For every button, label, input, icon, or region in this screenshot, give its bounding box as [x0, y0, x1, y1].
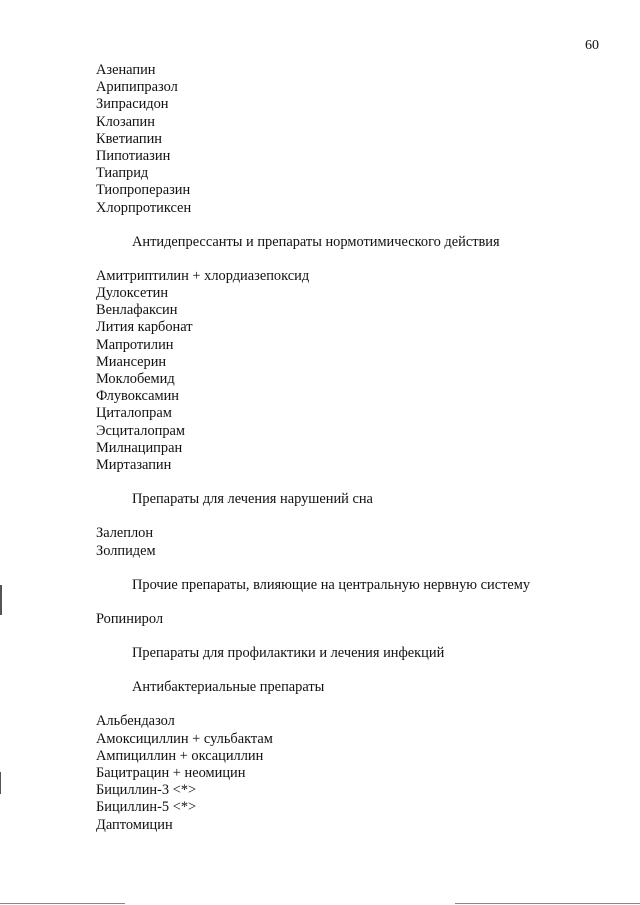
- scan-edge-mark: [0, 772, 1, 794]
- list-item: Циталопрам: [96, 405, 172, 422]
- section-heading: Антидепрессанты и препараты нормотимического действия: [132, 233, 500, 250]
- drug-list-antidepressants: [96, 268, 596, 474]
- list-item: Мапротилин: [96, 336, 174, 353]
- drug-list-other-cns: [96, 611, 596, 628]
- page-number: 60: [585, 38, 599, 53]
- list-item: Венлафаксин: [96, 302, 178, 319]
- list-item: Хлорпротиксен: [96, 199, 192, 216]
- section-heading: Препараты для профилактики и лечения инфекций: [132, 645, 445, 662]
- list-item: Кветиапин: [96, 130, 162, 147]
- list-item: Пипотиазин: [96, 147, 171, 164]
- list-item: Амитриптилин + хлордиазепоксид: [96, 267, 310, 284]
- drug-list-antibacterial: [96, 713, 596, 833]
- list-item: Милнаципран: [96, 439, 183, 456]
- list-item: Ропинирол: [96, 610, 164, 627]
- section-heading: Препараты для лечения нарушений сна: [132, 491, 373, 508]
- scan-edge-mark: [0, 585, 2, 615]
- section-heading: Прочие препараты, влияющие на центральную нервную систему: [132, 576, 531, 593]
- list-item: Залеплон: [96, 525, 154, 542]
- list-item: Клозапин: [96, 113, 155, 130]
- list-item: Флувоксамин: [96, 388, 180, 405]
- subsection-heading: Антибактериальные препараты: [132, 679, 325, 696]
- list-item: Зипрасидон: [96, 96, 169, 113]
- document-body: [96, 62, 596, 834]
- list-item: Азенапин: [96, 62, 156, 78]
- list-item: Миртазапин: [96, 456, 172, 473]
- list-item: Моклобемид: [96, 371, 175, 387]
- list-item: Тиаприд: [96, 165, 149, 182]
- list-item: Дулоксетин: [96, 285, 169, 302]
- bottom-rule: [0, 903, 125, 904]
- list-item: Альбендазол: [96, 713, 175, 730]
- list-item: Золпидем: [96, 542, 156, 559]
- drug-list-sleep: [96, 525, 596, 559]
- list-item: Амоксициллин + сульбактам: [96, 730, 273, 747]
- list-item: Лития карбонат: [96, 319, 193, 336]
- list-item: Ампициллин + оксациллин: [96, 747, 264, 764]
- list-item: Бацитрацин + неомицин: [96, 765, 246, 781]
- drug-list-antipsychotics: [96, 62, 596, 217]
- bottom-rule: [455, 903, 640, 904]
- list-item: Арипипразол: [96, 79, 178, 96]
- list-item: Бициллин-5 <*>: [96, 799, 197, 816]
- list-item: Тиопроперазин: [96, 182, 191, 199]
- list-item: Бициллин-3 <*>: [96, 782, 197, 799]
- list-item: Миансерин: [96, 353, 167, 370]
- list-item: Даптомицин: [96, 816, 173, 833]
- list-item: Эсциталопрам: [96, 422, 186, 439]
